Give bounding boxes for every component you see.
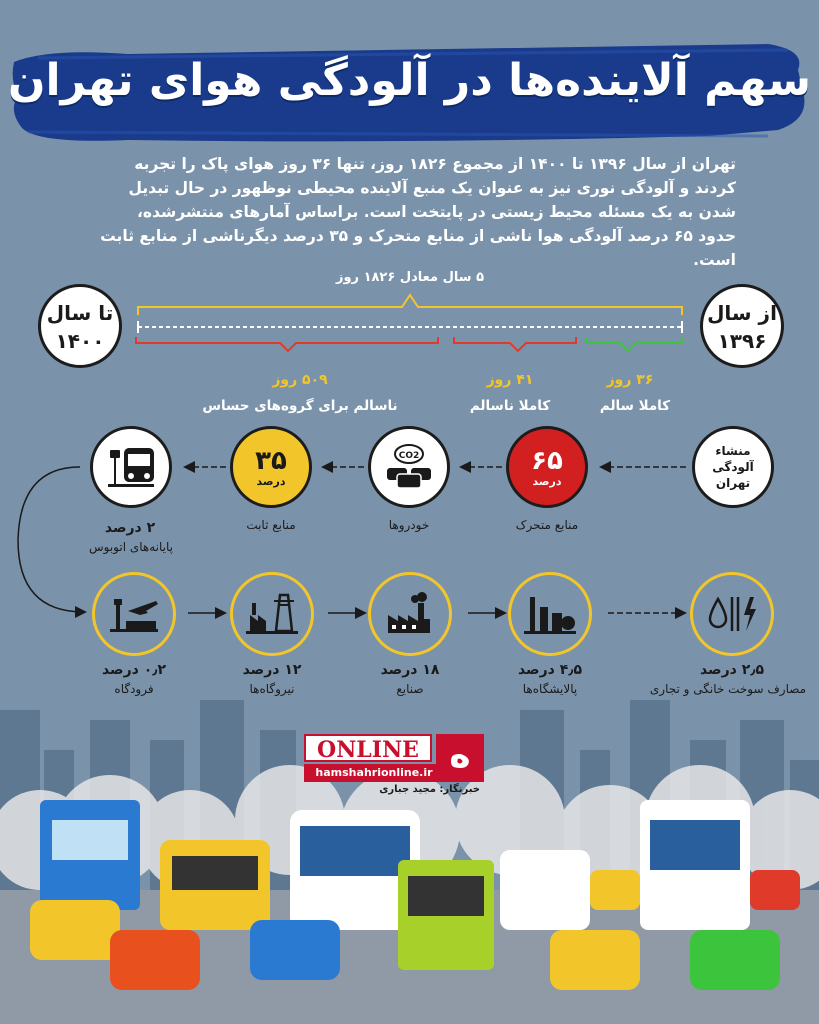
airport-circle bbox=[92, 572, 176, 656]
airport-pct: ۰٫۲ درصد bbox=[101, 662, 167, 678]
page-title: سهم آلاینده‌ها در آلودگی هوای تهران bbox=[7, 55, 812, 106]
fuel-energy-circle bbox=[690, 572, 774, 656]
end-year-circle bbox=[38, 284, 122, 368]
logo-mark: ه bbox=[436, 734, 484, 782]
power-plant-circle bbox=[230, 572, 314, 656]
stationary-caption: منابع ثابت bbox=[246, 518, 296, 532]
segment-unhealthy-days: ۴۱ روز bbox=[486, 372, 534, 388]
refinery-icon bbox=[522, 591, 578, 637]
segment-clean-days: ۳۶ روز bbox=[606, 372, 654, 388]
reporter-credit: خبرنگار: مجید جباری bbox=[379, 784, 480, 795]
factory-icon bbox=[382, 591, 438, 637]
factory-name: صنایع bbox=[396, 682, 424, 696]
stationary-sources-node bbox=[230, 426, 312, 508]
timeline-label: ۵ سال معادل ۱۸۲۶ روز bbox=[335, 270, 484, 285]
factory-circle bbox=[368, 572, 452, 656]
segment-sensitive-label: ناسالم برای گروه‌های حساس bbox=[202, 398, 398, 414]
segment-sensitive-days: ۵۰۹ روز bbox=[272, 372, 328, 388]
power-plant-pct: ۱۲ درصد bbox=[242, 662, 302, 678]
mobile-unit: درصد bbox=[532, 474, 562, 488]
logo-wordmark: ONLINE bbox=[304, 734, 432, 762]
segment-unhealthy-label: کاملا ناسالم bbox=[469, 398, 551, 414]
timeline-brackets bbox=[120, 285, 700, 365]
mobile-sources-node bbox=[506, 426, 588, 508]
start-year-value: ۱۳۹۶ bbox=[717, 329, 767, 353]
vehicles-node bbox=[368, 426, 450, 508]
origin-label: منشاء آلودگی تهران bbox=[712, 444, 754, 490]
fuel-energy-icon bbox=[704, 591, 760, 637]
refinery-circle bbox=[508, 572, 592, 656]
end-year-label: تا سال bbox=[46, 301, 114, 325]
airport-icon bbox=[106, 591, 162, 637]
end-year-value: ۱۴۰۰ bbox=[55, 329, 105, 353]
power-plant-icon bbox=[244, 591, 300, 637]
bus-pct: ۲ درصد bbox=[104, 520, 156, 536]
stationary-unit: درصد bbox=[256, 474, 286, 488]
hamshahri-online-logo bbox=[304, 734, 484, 790]
refinery-name: پالایشگاه‌ها bbox=[522, 682, 578, 696]
stationary-value: ۳۵ bbox=[255, 445, 287, 476]
svg-text:CO2: CO2 bbox=[398, 451, 420, 461]
bus-stop-icon bbox=[104, 444, 158, 490]
mobile-caption: منابع متحرک bbox=[515, 518, 579, 532]
logo-site-url: hamshahrionline.ir bbox=[304, 764, 444, 782]
intro-paragraph: تهران از سال ۱۳۹۶ تا ۱۴۰۰ از مجموع ۱۸۲۶ روز، تنها ۳۶ روز هوای پاک را تجربه کردند و آلودگی نوری نیز به عنوان یک منبع آلاینده محیطی نوظهور در حال تبدیل شدن به یک مسئله محیط زیستی در پایتخت است. براساس آمارهای منتشرشده، حدود ۶۵ درصد آلودگی هوا ناشی از منابع متحرک و ۳۵ درصد دیگرناشی از منابع ثابت است. bbox=[100, 155, 736, 269]
refinery-pct: ۴٫۵ درصد bbox=[517, 662, 583, 678]
airport-name: فرودگاه bbox=[114, 682, 154, 696]
fuel-energy-name: مصارف سوخت خانگی و تجاری bbox=[649, 682, 807, 696]
start-year-circle bbox=[700, 284, 784, 368]
bus-node bbox=[90, 426, 172, 508]
bus-caption: پایانه‌های اتوبوس bbox=[88, 540, 174, 554]
origin-node bbox=[692, 426, 774, 508]
factory-pct: ۱۸ درصد bbox=[380, 662, 440, 678]
segment-clean-label: کاملا سالم bbox=[599, 398, 671, 414]
mobile-value: ۶۵ bbox=[531, 445, 563, 476]
vehicles-caption: خودروها bbox=[388, 518, 430, 532]
fuel-energy-pct: ۲٫۵ درصد bbox=[699, 662, 765, 678]
power-plant-name: نیروگاه‌ها bbox=[249, 682, 295, 696]
start-year-label: از سال bbox=[707, 301, 777, 325]
car-co2-icon bbox=[381, 442, 437, 492]
